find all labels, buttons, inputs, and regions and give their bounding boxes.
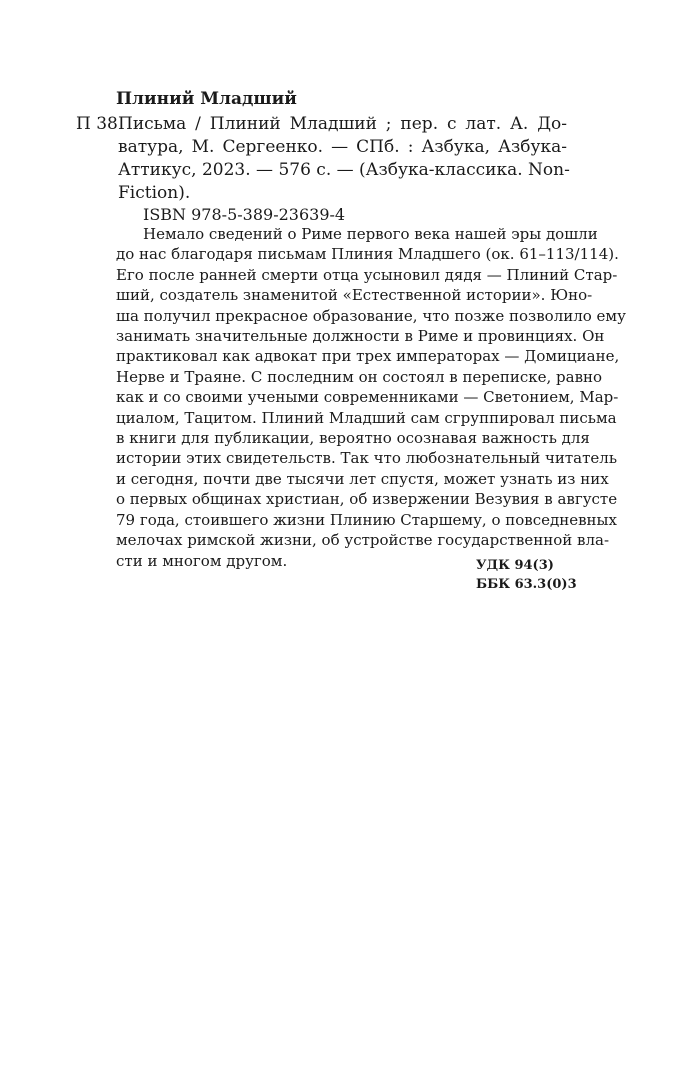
annotation-line: Немало сведений о Риме первого века нашей эры дошли — [143, 225, 598, 243]
bbk-code: ББК 63.3(0)3 — [476, 577, 577, 592]
bibliographic-line: Письма / Плиний Младший ; пер. с лат. А. До- — [118, 114, 567, 134]
annotation-line: в книги для публикации, вероятно осознавая важность для — [116, 429, 590, 448]
annotation-line: Его после ранней смерти отца усыновил дядя — Плиний Стар- — [116, 265, 618, 284]
annotation-line: практиковал как адвокат при трех императорах — Домициане, — [116, 347, 620, 366]
annotation-line: и сегодня, почти две тысячи лет спустя, может узнать из них — [116, 469, 609, 488]
annotation-line: 79 года, стоившего жизни Плинию Старшему, о повседневных — [116, 510, 617, 529]
annotation-line: ша получил прекрасное образование, что позже позволило ему — [116, 306, 626, 325]
annotation-line: Нерве и Траяне. С последним он состоял в переписке, равно — [116, 367, 603, 386]
annotation-line: сти и многом другом. — [116, 551, 288, 570]
annotation-line: как и со своими учеными современниками — Светонием, Мар- — [116, 388, 619, 407]
annotation-line: о первых общинах христиан, об извержении Везувия в августе — [116, 490, 618, 509]
classification-codes — [476, 556, 577, 594]
annotation-line: до нас благодаря письмам Плиния Младшего (ок. 61–113/114). — [116, 245, 619, 264]
annotation-paragraph — [116, 224, 626, 571]
annotation-line: занимать значительные должности в Риме и провинциях. Он — [116, 327, 605, 346]
call-number: П 38 — [76, 114, 118, 134]
isbn: ISBN 978-5-389-23639-4 — [143, 205, 346, 224]
author-heading: Плиний Младший — [116, 89, 297, 109]
annotation-line: истории этих свидетельств. Так что любознательный читатель — [116, 449, 617, 468]
bibliographic-line: Fiction). — [118, 183, 191, 203]
annotation-line: циалом, Тацитом. Плиний Младший сам сгруппировал письма — [116, 408, 617, 427]
bibliographic-line: Аттикус, 2023. — 576 с. — (Азбука-классика. Non- — [118, 160, 570, 180]
annotation-line: мелочах римской жизни, об устройстве государственной вла- — [116, 531, 610, 550]
bibliographic-line: ватура, М. Сергеенко. — СПб. : Азбука, Азбука- — [118, 137, 567, 157]
udk-code: УДК 94(3) — [476, 558, 554, 573]
bibliographic-description — [118, 113, 570, 205]
annotation-line: ший, создатель знаменитой «Естественной истории». Юно- — [116, 286, 593, 305]
